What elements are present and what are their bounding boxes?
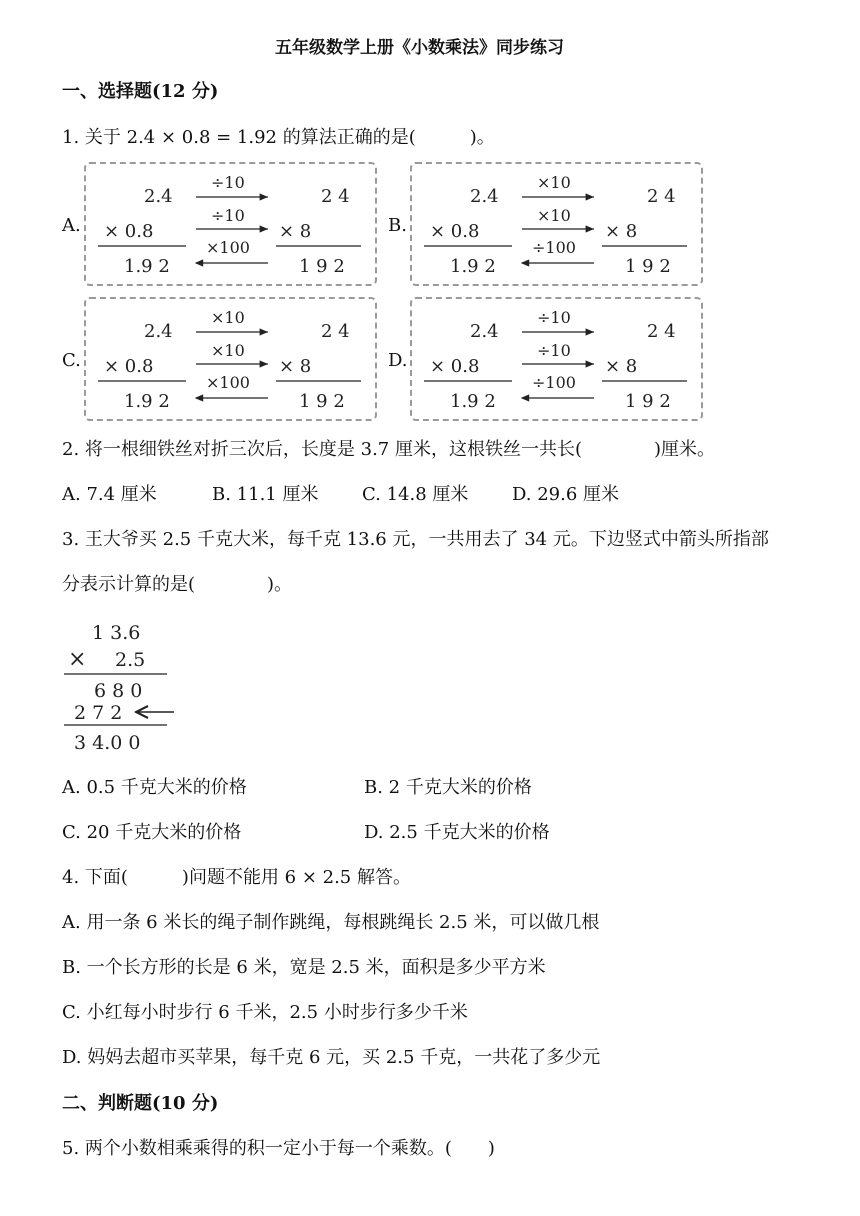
question-4-option-b: B. 一个长方形的长是 6 米，宽是 2.5 米，面积是多少平方米 — [62, 957, 546, 978]
question-3-option-c: C. 20 千克大米的价格 — [62, 822, 242, 843]
calc-multiplicand: 1 3.6 — [92, 622, 141, 644]
calc-multiplier: 2.5 — [115, 649, 146, 671]
middle-operation: ÷10 — [537, 341, 571, 360]
middle-operation: ÷10 — [211, 206, 245, 225]
left-product: 1.9 2 — [124, 256, 170, 277]
left-factor-2: × 0.8 — [104, 356, 154, 377]
right-product: 1 9 2 — [299, 256, 345, 277]
option-b-box — [410, 162, 703, 286]
top-operation: ×10 — [211, 308, 245, 327]
top-operation: ÷10 — [211, 173, 245, 192]
section-heading-judgment: 二、判断题(10 分) — [62, 1093, 219, 1114]
left-factor-1: 2.4 — [470, 186, 499, 207]
question-2-stem: 2. 将一根细铁丝对折三次后，长度是 3.7 厘米，这根铁丝一共长( )厘米。 — [62, 439, 716, 460]
right-factor-1: 2 4 — [321, 321, 350, 342]
left-factor-2: × 0.8 — [430, 221, 480, 242]
option-c-box — [84, 297, 377, 421]
section-heading-choice: 一、选择题(12 分) — [62, 81, 219, 102]
question-2-option-b: B. 11.1 厘米 — [212, 484, 319, 505]
question-3-option-d: D. 2.5 千克大米的价格 — [364, 822, 550, 843]
right-factor-2: × 8 — [279, 221, 312, 242]
right-factor-2: × 8 — [605, 356, 638, 377]
option-d-label: D. — [388, 350, 408, 371]
calc-final-product: 3 4.0 0 — [74, 732, 141, 754]
question-3-option-a: A. 0.5 千克大米的价格 — [62, 777, 247, 798]
top-operation: ×10 — [537, 173, 571, 192]
right-factor-2: × 8 — [279, 356, 312, 377]
question-4-option-c: C. 小红每小时步行 6 千米，2.5 小时步行多少千米 — [62, 1002, 468, 1023]
left-factor-1: 2.4 — [144, 186, 173, 207]
question-2-option-a: A. 7.4 厘米 — [62, 484, 157, 505]
question-1-stem: 1. 关于 2.4 × 0.8 = 1.92 的算法正确的是( )。 — [62, 127, 495, 148]
question-5-stem: 5. 两个小数相乘乘得的积一定小于每一个乘数。( ) — [62, 1138, 495, 1159]
calc-partial-product-1: 6 8 0 — [94, 680, 143, 702]
question-3-option-b: B. 2 千克大米的价格 — [364, 777, 532, 798]
question-3-stem-line-2: 分表示计算的是( )。 — [62, 574, 293, 595]
option-d-box — [410, 297, 703, 421]
bottom-operation: ×100 — [206, 238, 250, 257]
question-2-option-c: C. 14.8 厘米 — [362, 484, 469, 505]
option-c-calculation — [86, 299, 375, 419]
left-factor-2: × 0.8 — [104, 221, 154, 242]
right-product: 1 9 2 — [299, 391, 345, 412]
question-3-vertical-calculation — [60, 618, 190, 758]
left-product: 1.9 2 — [450, 256, 496, 277]
option-b-calculation — [412, 164, 701, 284]
calc-multiply-sign: × — [68, 647, 87, 672]
middle-operation: ×10 — [537, 206, 571, 225]
right-factor-1: 2 4 — [647, 321, 676, 342]
option-a-label: A. — [62, 215, 81, 236]
option-a-box — [84, 162, 377, 286]
right-factor-2: × 8 — [605, 221, 638, 242]
left-product: 1.9 2 — [124, 391, 170, 412]
option-b-label: B. — [388, 215, 407, 236]
left-product: 1.9 2 — [450, 391, 496, 412]
option-d-calculation — [412, 299, 701, 419]
left-factor-1: 2.4 — [144, 321, 173, 342]
question-4-option-d: D. 妈妈去超市买苹果，每千克 6 元，买 2.5 千克，一共花了多少元 — [62, 1047, 601, 1068]
top-operation: ÷10 — [537, 308, 571, 327]
middle-operation: ×10 — [211, 341, 245, 360]
bottom-operation: ÷100 — [532, 373, 576, 392]
question-2-option-d: D. 29.6 厘米 — [512, 484, 620, 505]
right-factor-1: 2 4 — [321, 186, 350, 207]
option-c-label: C. — [62, 350, 81, 371]
question-3-stem-line-1: 3. 王大爷买 2.5 千克大米，每千克 13.6 元，一共用去了 34 元。下边竖式中箭头所指部 — [62, 529, 769, 550]
left-factor-2: × 0.8 — [430, 356, 480, 377]
bottom-operation: ×100 — [206, 373, 250, 392]
right-product: 1 9 2 — [625, 256, 671, 277]
question-4-stem: 4. 下面( )问题不能用 6 × 2.5 解答。 — [62, 867, 411, 888]
right-product: 1 9 2 — [625, 391, 671, 412]
left-factor-1: 2.4 — [470, 321, 499, 342]
option-a-calculation — [86, 164, 375, 284]
calc-partial-product-2: 2 7 2 — [74, 702, 123, 724]
question-4-option-a: A. 用一条 6 米长的绳子制作跳绳，每根跳绳长 2.5 米，可以做几根 — [62, 912, 600, 933]
right-factor-1: 2 4 — [647, 186, 676, 207]
page-title: 五年级数学上册《小数乘法》同步练习 — [275, 38, 564, 58]
bottom-operation: ÷100 — [532, 238, 576, 257]
